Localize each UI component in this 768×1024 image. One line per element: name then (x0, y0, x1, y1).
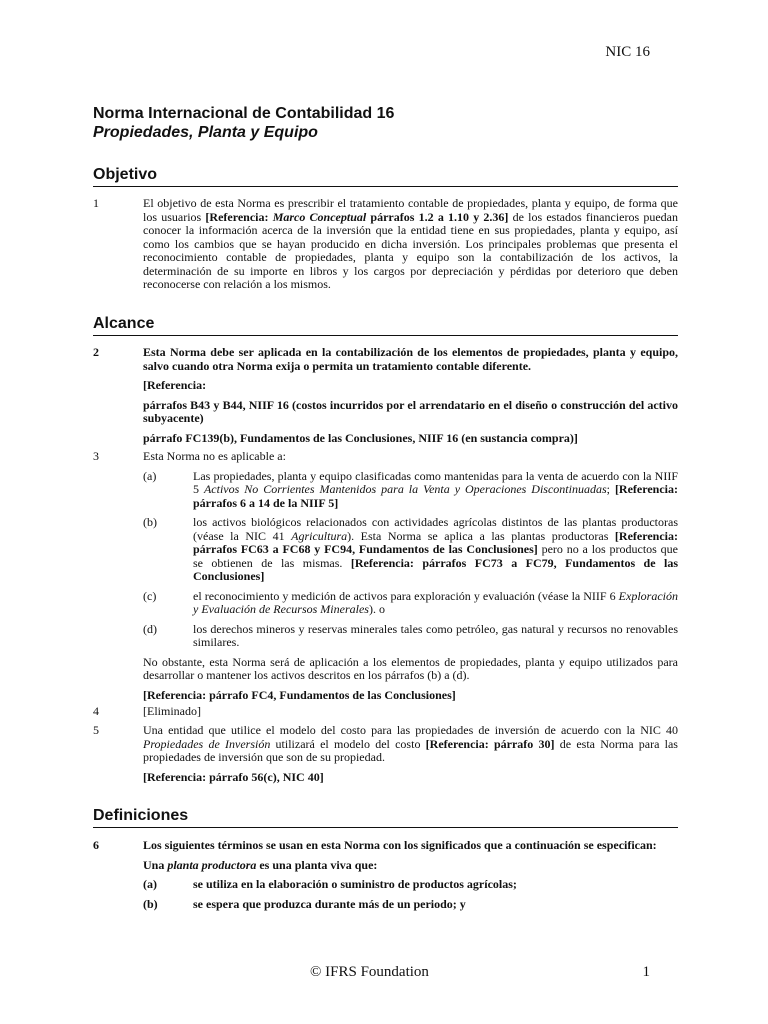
list-item: (d) los derechos mineros y reservas minerales tales como petróleo, gas natural y recursos no renovables similares. (143, 621, 678, 649)
list-item: (b) se espera que produzca durante más de un periodo; y (143, 896, 466, 911)
paragraph-number: 4 (93, 704, 99, 718)
list-item: (a) Las propiedades, planta y equipo clasificadas como mantenidas para la venta de acuerdo con la NIIF 5 Activos No Corrientes Mantenidos para la Venta y Operaciones Discontinuadas; [Referencia: párrafos 6 a 14 de la NIIF 5] (143, 468, 679, 510)
page-number: 1 (642, 964, 650, 980)
paragraph-number: 3 (93, 449, 99, 463)
paragraph-5 (93, 724, 678, 784)
paragraph-text: Los siguientes términos se usan en esta Norma con los significados que a continuación se especifican: (143, 838, 657, 852)
paragraph-text: Una entidad que utilice el modelo del costo para las propiedades de inversión de acuerdo con la NIC 40 Propiedades de Inversión utilizará el modelo del costo [Referencia: párrafo 30] de esta Norma para las propiedades de inversión que son de su propiedad. (143, 723, 678, 764)
paragraph-4 (93, 705, 678, 719)
paragraph-closing: No obstante, esta Norma será de aplicación a los elementos de propiedades, planta y equipo utilizados para desarrollar o mantener los activos descritos en los párrafos (b) a (d). (143, 654, 678, 682)
paragraph-6 (93, 839, 678, 911)
page-subtitle: Propiedades, Planta y Equipo (93, 124, 318, 141)
paragraph-text: [Eliminado] (143, 704, 201, 718)
title-block (93, 104, 678, 142)
footer-copyright: © IFRS Foundation (310, 964, 429, 980)
reference-item: párrafo FC139(b), Fundamentos de las Conclusiones, NIIF 16 (en sustancia compra)] (143, 430, 578, 445)
section-heading-objetivo: Objetivo (93, 166, 678, 187)
paragraph-number: 6 (93, 838, 99, 852)
page-title: Norma Internacional de Contabilidad 16 (93, 105, 395, 122)
paragraph-text: Esta Norma debe ser aplicada en la contabilización de los elementos de propiedades, planta y equipo, salvo cuando otra Norma exija o permita un tratamiento contable diferente. (143, 345, 678, 373)
reference-item: párrafos B43 y B44, NIIF 16 (costos incurridos por el arrendatario en el diseño o construcción del activo subyacente) (143, 397, 678, 425)
reference-heading: [Referencia: (143, 378, 207, 392)
header-standard-label: NIC 16 (605, 44, 650, 60)
paragraph-text: El objetivo de esta Norma es prescribir el tratamiento contable de propiedades, planta y equipo, de forma que los usuarios [Referencia: Marco Conceptual párrafos 1.2 a 1.10 y 2.36] de los estados financieros puedan conocer la información acerca de la inversión que la entidad tiene en sus propiedades, planta y equipo, así como los cambios que se hayan producido en dicha inversión. Los principales problemas que presenta el reconocimiento contable de propiedades, planta y equipo son la contabilización de los activos, la determinación de su importe en libros y los cargos por depreciación y pérdidas por deterioro que deben reconocerse con relación a los mismos. (143, 196, 679, 291)
section-heading-definiciones: Definiciones (93, 807, 678, 828)
reference-item: [Referencia: párrafo FC4, Fundamentos de las Conclusiones] (143, 687, 456, 702)
paragraph-number: 5 (93, 723, 99, 737)
paragraph-1 (93, 197, 678, 292)
definition-intro: Una planta productora es una planta viva que: (143, 857, 378, 872)
list-item: (c) el reconocimiento y medición de activos para exploración y evaluación (véase la NIIF 6 Exploración y Evaluación de Recursos Minerales). o (143, 588, 678, 616)
paragraph-3 (93, 450, 678, 702)
paragraph-2 (93, 346, 678, 445)
paragraph-number: 1 (93, 196, 99, 210)
paragraph-text: Esta Norma no es aplicable a: (143, 449, 286, 463)
paragraph-number: 2 (93, 345, 99, 359)
section-heading-alcance: Alcance (93, 315, 678, 336)
reference-item: [Referencia: párrafo 56(c), NIC 40] (143, 769, 324, 784)
list-item: (b) los activos biológicos relacionados con actividades agrícolas distintos de las plantas productoras (véase la NIC 41 Agricultura). Esta Norma se aplica a las plantas productoras [Referencia: párrafos FC63 a FC68 y FC94, Fundamentos de las Conclusiones] pero no a los productos que se obtienen de las mismas. [Referencia: párrafos FC73 a FC79, Fundamentos de las Conclusiones] (143, 515, 679, 583)
list-item: (a) se utiliza en la elaboración o suministro de productos agrícolas; (143, 877, 517, 891)
